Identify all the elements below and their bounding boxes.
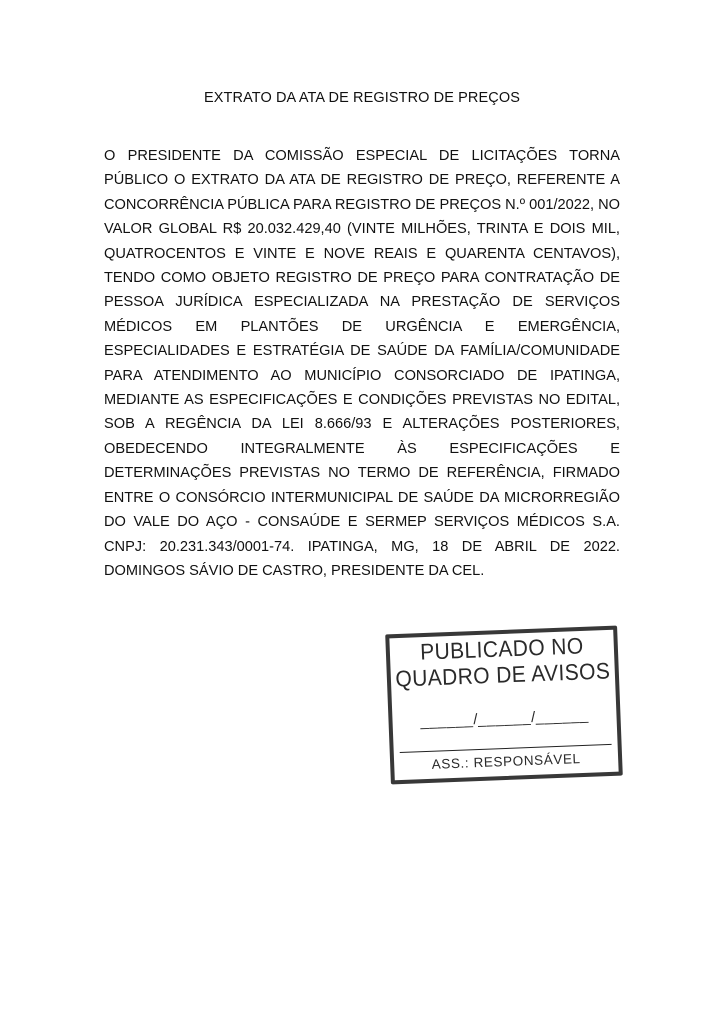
document-title: EXTRATO DA ATA DE REGISTRO DE PREÇOS <box>204 90 520 106</box>
published-stamp <box>385 626 623 785</box>
body-line: MEDIANTE AS ESPECIFICAÇÕES E CONDIÇÕES PREVISTAS NO EDITAL, <box>104 392 620 409</box>
stamp-signature-label: ASS.: RESPONSÁVEL <box>431 751 581 772</box>
body-line: OBEDECENDO INTEGRALMENTE ÀS ESPECIFICAÇÕES E <box>104 440 620 457</box>
body-line: PESSOA JURÍDICA ESPECIALIZADA NA PRESTAÇÃO DE SERVIÇOS <box>104 294 620 311</box>
body-line: O PRESIDENTE DA COMISSÃO ESPECIAL DE LICITAÇÕES TORNA <box>104 148 620 164</box>
body-line: VALOR GLOBAL R$ 20.032.429,40 (VINTE MILHÕES, TRINTA E DOIS MIL, <box>104 221 620 238</box>
body-line: PARA ATENDIMENTO AO MUNICÍPIO CONSORCIADO DE IPATINGA, <box>104 367 620 384</box>
body-line: ENTRE O CONSÓRCIO INTERMUNICIPAL DE SAÚDE DA MICRORREGIÃO <box>104 489 620 506</box>
body-line: SOB A REGÊNCIA DA LEI 8.666/93 E ALTERAÇÕES POSTERIORES, <box>104 416 620 433</box>
document-body <box>104 144 620 583</box>
body-line: QUATROCENTOS E VINTE E NOVE REAIS E QUARENTA CENTAVOS), <box>104 245 620 262</box>
body-line: ESPECIALIDADES E ESTRATÉGIA DE SAÚDE DA FAMÍLIA/COMUNIDADE <box>104 343 620 360</box>
stamp-heading-line2: QUADRO DE AVISOS <box>395 658 611 693</box>
body-line: PÚBLICO O EXTRATO DA ATA DE REGISTRO DE PREÇO, REFERENTE A <box>104 172 620 189</box>
body-line: CNPJ: 20.231.343/0001-74. IPATINGA, MG, 18 DE ABRIL DE 2022. <box>104 538 620 555</box>
body-line: TENDO COMO OBJETO REGISTRO DE PREÇO PARA CONTRATAÇÃO DE <box>104 270 620 287</box>
body-line: CONCORRÊNCIA PÚBLICA PARA REGISTRO DE PREÇOS N.º 001/2022, NO <box>104 196 620 213</box>
body-line: MÉDICOS EM PLANTÕES DE URGÊNCIA E EMERGÊNCIA, <box>104 318 620 335</box>
body-line: DETERMINAÇÕES PREVISTAS NO TERMO DE REFERÊNCIA, FIRMADO <box>104 465 620 482</box>
stamp-date-blank: ______/______/______ <box>420 706 590 731</box>
stamp-heading-line1: PUBLICADO NO <box>419 633 585 666</box>
body-line: DOMINGOS SÁVIO DE CASTRO, PRESIDENTE DA CEL. <box>104 562 485 579</box>
body-line: DO VALE DO AÇO - CONSAÚDE E SERMEP SERVIÇOS MÉDICOS S.A. <box>104 514 620 531</box>
